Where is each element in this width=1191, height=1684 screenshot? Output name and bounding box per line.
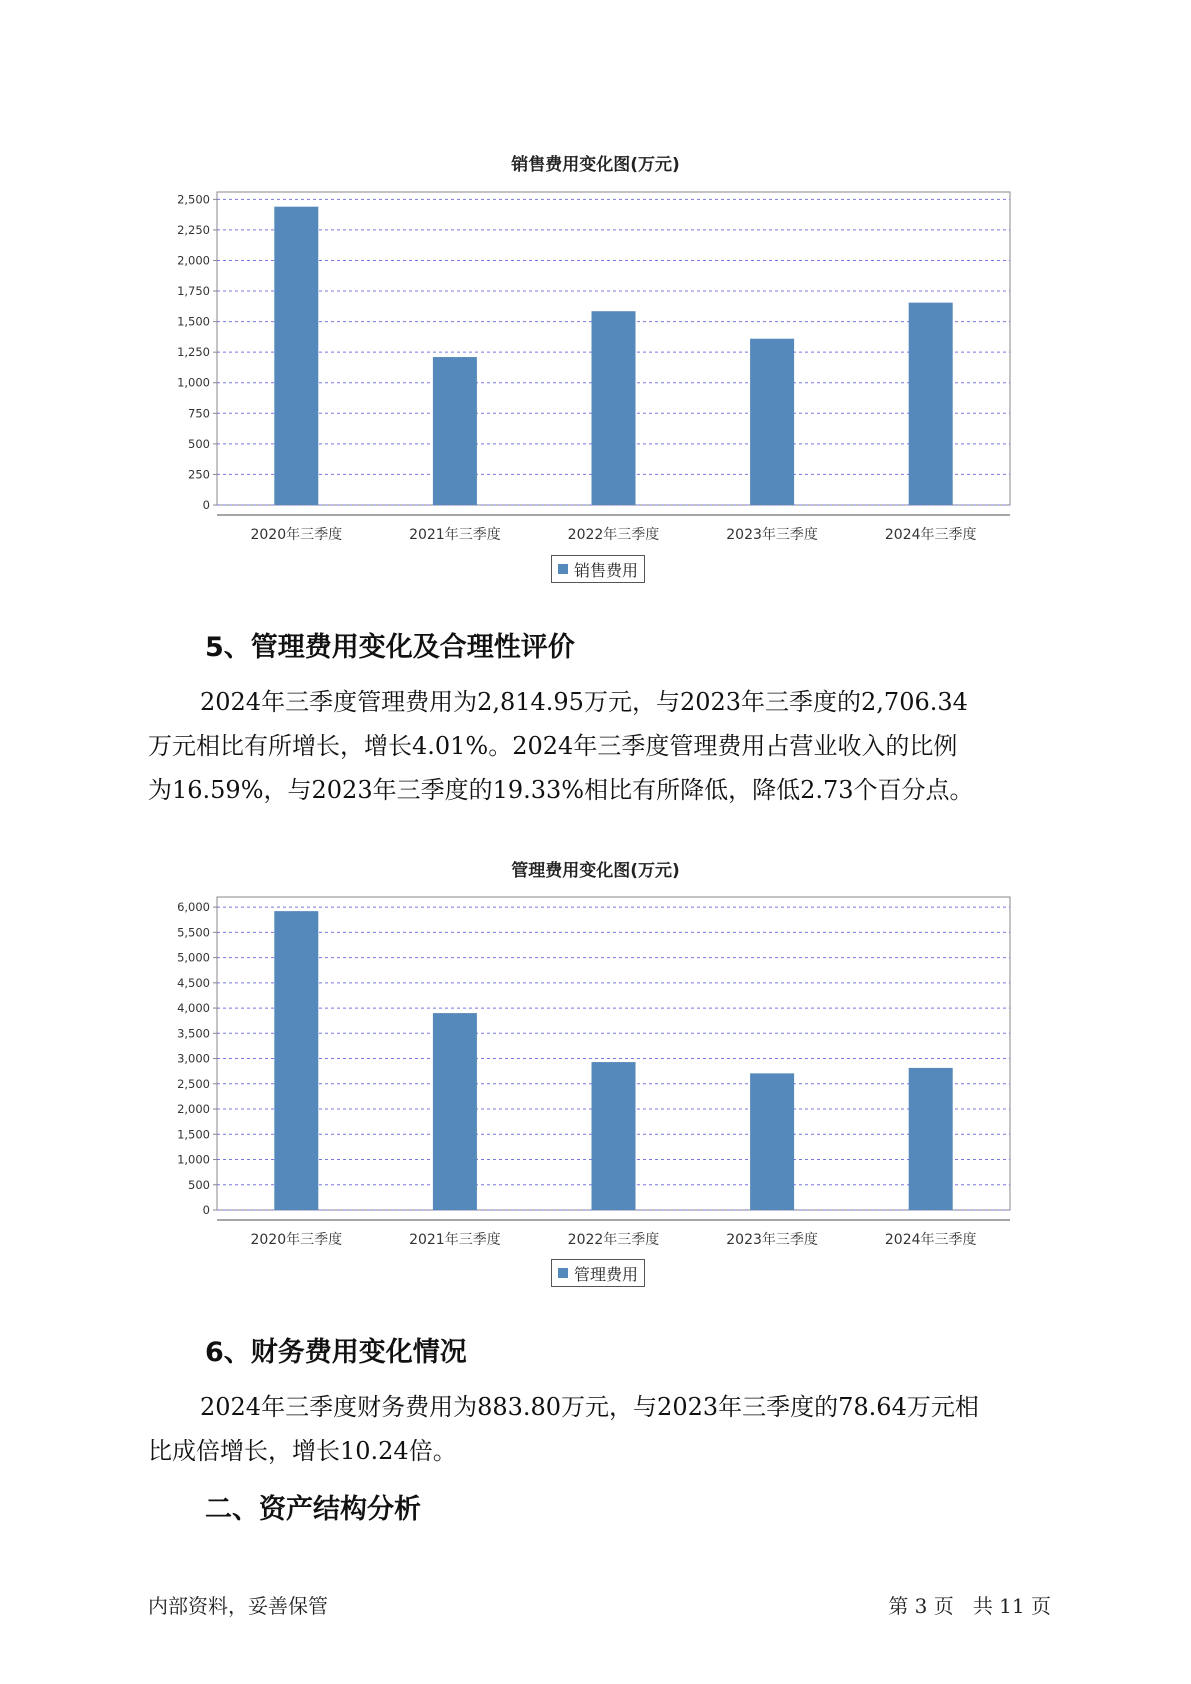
x-tick-label: 2024年三季度 [884,527,977,543]
bar [274,207,318,505]
x-tick-label: 2020年三季度 [250,1232,343,1248]
y-tick-label: 2,250 [177,222,210,237]
y-tick-label: 0 [202,1203,210,1217]
y-tick-label: 4,000 [177,1001,210,1016]
y-tick-label: 5,500 [177,925,210,940]
bar [909,303,953,505]
x-tick-label: 2022年三季度 [567,1232,660,1248]
y-tick-label: 2,500 [177,192,210,207]
y-tick-label: 1,750 [177,284,210,299]
bar [909,1068,953,1210]
bar [592,1062,636,1210]
y-tick-label: 500 [188,436,210,451]
y-tick-label: 4,500 [177,975,210,990]
y-tick-label: 1,500 [177,314,210,329]
y-tick-label: 1,500 [177,1127,210,1142]
y-tick-label: 1,000 [177,1152,210,1167]
bar [433,357,477,505]
y-tick-label: 1,250 [177,345,210,360]
section5-heading: 5、管理费用变化及合理性评价 [205,632,575,663]
section6-paragraph [148,1385,1068,1473]
x-tick-label: 2023年三季度 [726,527,818,543]
y-tick-label: 500 [188,1177,210,1192]
y-tick-label: 1,000 [177,375,210,390]
chart1-title: 销售费用变化图(万元) [511,155,680,175]
y-tick-label: 2,000 [177,1102,210,1117]
legend-swatch-icon [558,1268,568,1278]
section5-paragraph [148,680,1068,812]
chart1-legend [551,555,645,583]
y-tick-label: 0 [202,498,210,512]
bar [592,311,636,505]
y-tick-label: 3,500 [177,1026,210,1041]
chart2-legend [551,1259,645,1287]
section5-line-3: 为16.59%，与2023年三季度的19.33%相比有所降低，降低2.73个百分点。 [148,776,974,804]
section6-line-1: 2024年三季度财务费用为883.80万元，与2023年三季度的78.64万元相 [200,1393,979,1421]
x-tick-label: 2022年三季度 [567,527,660,543]
y-tick-label: 2,500 [177,1076,210,1091]
sales-expense-chart [0,180,1191,543]
y-tick-label: 250 [188,467,210,482]
section5-line-1: 2024年三季度管理费用为2,814.95万元，与2023年三季度的2,706.34 [200,688,968,716]
y-tick-label: 3,000 [177,1051,210,1066]
bar [750,1073,794,1210]
x-tick-label: 2023年三季度 [726,1232,818,1248]
section6-line-2: 比成倍增长，增长10.24倍。 [148,1437,457,1465]
y-tick-label: 750 [188,406,210,421]
section-two-heading: 二、资产结构分析 [205,1494,421,1525]
section6-heading: 6、财务费用变化情况 [205,1337,467,1368]
x-tick-label: 2024年三季度 [884,1232,977,1248]
bar [750,339,794,505]
legend-swatch-icon [558,564,568,574]
y-tick-label: 6,000 [177,900,210,915]
y-tick-label: 5,000 [177,950,210,965]
y-tick-label: 2,000 [177,253,210,268]
x-tick-label: 2021年三季度 [409,527,501,543]
footer-left: 内部资料，妥善保管 [148,1594,328,1618]
bar [433,1013,477,1210]
x-tick-label: 2020年三季度 [250,527,343,543]
footer-page-number: 第 3 页 共 11 页 [888,1594,1051,1618]
x-tick-label: 2021年三季度 [409,1232,501,1248]
chart2-legend-label: 管理费用 [574,1264,639,1284]
admin-expense-chart [0,885,1191,1248]
section5-line-2: 万元相比有所增长，增长4.01%。2024年三季度管理费用占营业收入的比例 [148,732,958,760]
bar [274,911,318,1210]
chart2-title: 管理费用变化图(万元) [511,861,680,881]
chart1-legend-label: 销售费用 [574,560,639,580]
